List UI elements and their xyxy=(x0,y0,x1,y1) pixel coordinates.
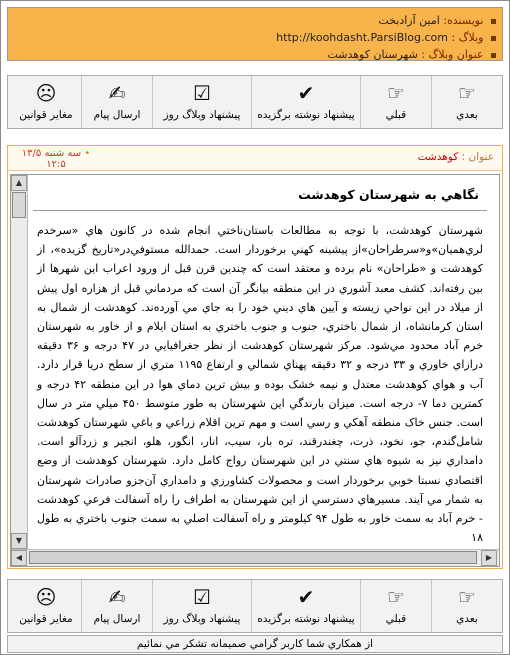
pen-message-icon: ✍ xyxy=(108,585,126,609)
author-row xyxy=(8,13,502,28)
post-date xyxy=(16,148,96,170)
bullet-icon xyxy=(491,53,496,58)
next-button[interactable] xyxy=(431,76,502,128)
report-button[interactable] xyxy=(11,580,81,632)
suggest-post-button[interactable] xyxy=(251,580,360,632)
title-divider xyxy=(33,210,487,211)
suggest-blog-label: پيشنهاد وبلاگ روز xyxy=(163,109,241,121)
checkmark-icon: ✔ xyxy=(297,585,315,609)
post-header xyxy=(8,146,502,171)
pointing-hand-icon: ☞ xyxy=(387,585,405,609)
checkmark-icon: ✔ xyxy=(297,81,315,105)
prev-label: قبلي xyxy=(385,613,407,625)
next-label: بعدي xyxy=(456,109,478,121)
blog-url-link[interactable]: http://koohdasht.ParsiBlog.com xyxy=(276,31,448,44)
report-label: مغاير قوانين xyxy=(19,109,73,121)
suggest-blog-button[interactable] xyxy=(152,76,251,128)
post-panel xyxy=(7,145,503,569)
scroll-left-arrow-icon[interactable]: ◀ xyxy=(11,550,27,566)
bullet-icon xyxy=(491,19,496,24)
post-date-line1: سه شنبه ۱۳/۵ xyxy=(21,148,82,159)
next-button[interactable] xyxy=(431,580,502,632)
suggest-post-label: پيشنهاد نوشته برگزيده xyxy=(257,109,355,121)
checkbox-icon: ☑ xyxy=(193,585,211,609)
horizontal-scrollbar[interactable] xyxy=(11,549,499,566)
suggest-post-label: پيشنهاد نوشته برگزيده xyxy=(257,613,355,625)
footer-thanks: از همکاري شما کاربر گرامي صميمانه تشکر مي نمائيم xyxy=(7,635,503,653)
bottom-toolbar xyxy=(7,579,503,633)
suggest-blog-button[interactable] xyxy=(152,580,251,632)
scroll-down-arrow-icon[interactable]: ▼ xyxy=(11,533,27,549)
bullet-icon xyxy=(491,36,496,41)
bullet-icon: • xyxy=(81,148,91,159)
post-title-value: کوهدشت xyxy=(417,151,459,163)
author-value: امین آزادبخت xyxy=(378,14,440,27)
post-title-line xyxy=(418,151,494,163)
pointing-hand-icon: ☞ xyxy=(387,81,405,105)
blog-url-row xyxy=(8,30,502,45)
author-label: نویسنده: xyxy=(443,14,484,27)
article-content xyxy=(33,181,487,545)
blog-info-box xyxy=(7,7,503,61)
sad-face-icon: ☹ xyxy=(35,585,57,609)
post-title-label: عنوان : xyxy=(461,151,494,163)
article-body: شهرستان کوهدشت، با توجه به مطالعات باستان‌ناختي انجام شده در کانون هاي «سرخدم لري‌هميان»و«سرطراحان»از پيشينه کهني برخوردار است. حمدالله مستوفي‌در«تاريخ گزيده»، از کوهدشت و «طراحان» نام برده و معتقد است که چندين قرن قبل از ورود اعراب اين شهرها از بين رفته‌اند. کشف معبد آشوري در اين منطقه بيانگر آن است که مردماني قبل از هزاره اول پيش از ميلاد در اين نواحي زيسته و آيين هاي ديني خود را به جاي مي آورده‌ند. کوهدشت از شمال به استان کرمانشاه، از شمال باختري، جنوب و جنوب باختري به استان ايلام و از خاور به شهرستان خرم آباد محدود مي‌شود. مرکز شهرستان کوهدشت از نظر جغرافيايي در ۴۷ درجه و ۳۶ دقيقه درازاي خاوري و ۳۳ درجه و ۳۲ دقيقه پهناي شمالي و ارتفاع ۱۱۹۵ متري از سطح دريا قرار دارد. آب و هواي کوهدشت معتدل و نيمه خشک بوده و بيش ترين دماي هوا در اين منطقه ۴۲ درجه و کمترين دما ۷- درجه است. ميزان بارندگي اين شهرستان به طور متوسط ۴۵۰ ميلي متر در سال است. جنس خاک منطقه آهکي و رسي است و مهم ترين اقلام زراعي و باغي شهرستان کوهدشت شامل‌گندم، جو، نخود، ذرت، چغندرقند، تره بار، سيب، انار، انگور، هلو، انجير و زردآلو است. دامداري نيز به شيوه هاي سنتي در اين شهرستان رواج کامل دارد. شهرستان کوهدشت از وضع اقتصادي نسبتا خوبي برخوردار است و محصولات کشاورزي و دامداري آن‌جزو صادرات شهرستان به شمار مي آيند. مسيرهاي دسترسي از اين شهرستان به اطراف را راه آسفالت فرعي کوهدشت - خرم آباد به سمت خاور به طول ۹۴ کيلومتر و راه آسفالت اصلي به سمت جنوب باختري به طول ۱۸ xyxy=(37,224,484,545)
blog-title-row xyxy=(8,47,502,62)
blog-label: وبلاگ : xyxy=(451,31,484,44)
article-title: نگاهي به شهرستان کوهدشت xyxy=(298,187,479,202)
checkbox-icon: ☑ xyxy=(193,81,211,105)
pointing-hand-icon: ☞ xyxy=(458,585,476,609)
scroll-up-arrow-icon[interactable]: ▲ xyxy=(11,175,27,191)
send-message-button[interactable] xyxy=(81,76,152,128)
scroll-right-arrow-icon[interactable]: ▶ xyxy=(481,550,497,566)
send-message-button[interactable] xyxy=(81,580,152,632)
send-message-label: ارسال پيام xyxy=(93,613,141,625)
suggest-blog-label: پيشنهاد وبلاگ روز xyxy=(163,613,241,625)
next-label: بعدي xyxy=(456,613,478,625)
post-date-line2: ۱۲:۵ xyxy=(46,159,66,170)
pointing-hand-icon: ☞ xyxy=(458,81,476,105)
report-button[interactable] xyxy=(11,76,81,128)
vertical-scrollbar[interactable] xyxy=(11,175,28,549)
blog-title-label: عنوان وبلاگ : xyxy=(421,48,484,61)
report-label: مغاير قوانين xyxy=(19,613,73,625)
sad-face-icon: ☹ xyxy=(35,81,57,105)
top-toolbar xyxy=(7,75,503,129)
prev-button[interactable] xyxy=(360,580,431,632)
suggest-post-button[interactable] xyxy=(251,76,360,128)
send-message-label: ارسال پيام xyxy=(93,109,141,121)
blog-title-value: شهرستان کوهدشت xyxy=(327,48,418,61)
article-viewport xyxy=(10,174,500,567)
vertical-scroll-thumb[interactable] xyxy=(12,192,26,218)
prev-label: قبلي xyxy=(385,109,407,121)
horizontal-scroll-thumb[interactable] xyxy=(29,551,477,564)
prev-button[interactable] xyxy=(360,76,431,128)
pen-message-icon: ✍ xyxy=(108,81,126,105)
